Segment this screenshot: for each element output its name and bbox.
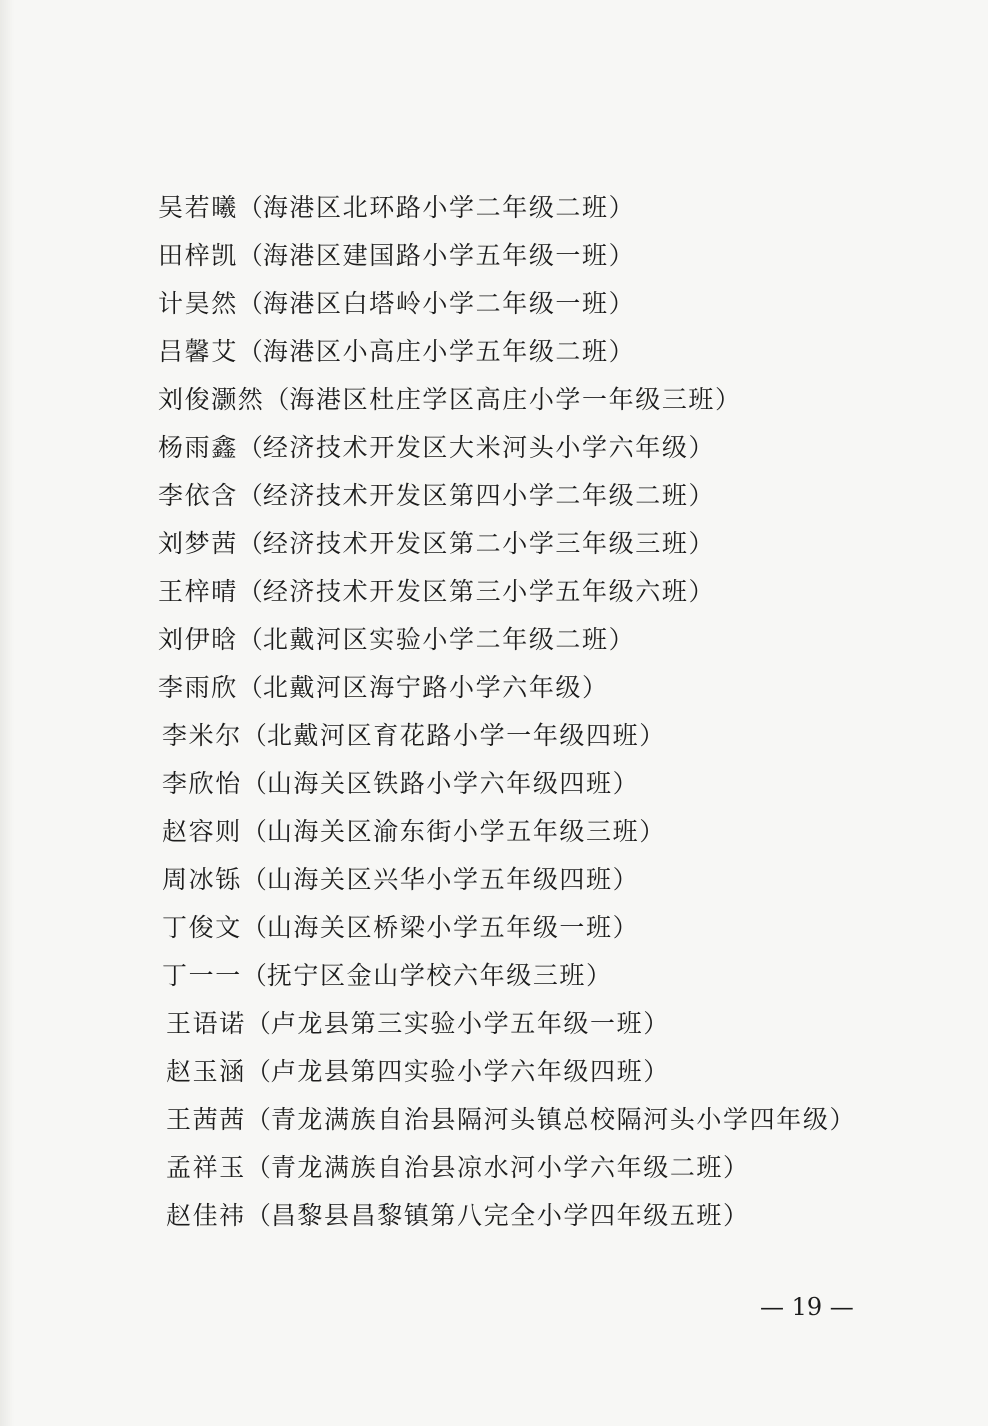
school-class: 经济技术开发区第四小学二年级二班 bbox=[262, 481, 689, 510]
school-class: 青龙满族自治县凉水河小学六年级二班 bbox=[270, 1153, 724, 1182]
student-name: 李雨欣 bbox=[158, 673, 238, 702]
school-class: 昌黎县昌黎镇第八完全小学四年级五班 bbox=[270, 1201, 724, 1230]
list-item: 李雨欣（北戴河区海宁路小学六年级） bbox=[158, 673, 608, 702]
student-name: 周冰铄 bbox=[162, 865, 242, 894]
list-item: 刘俊灏然（海港区杜庄学区高庄小学一年级三班） bbox=[158, 385, 741, 414]
list-item: 赵佳祎（昌黎县昌黎镇第八完全小学四年级五班） bbox=[166, 1201, 749, 1230]
student-name: 李欣怡 bbox=[162, 769, 242, 798]
school-class: 北戴河区实验小学二年级二班 bbox=[262, 625, 609, 654]
list-item: 吕馨艾（海港区小高庄小学五年级二班） bbox=[158, 337, 634, 366]
page-number: — 19 — bbox=[760, 1293, 854, 1321]
student-name: 计昊然 bbox=[158, 289, 238, 318]
list-item: 李依含（经济技术开发区第四小学二年级二班） bbox=[158, 481, 714, 510]
student-name: 刘伊晗 bbox=[158, 625, 238, 654]
list-item: 王梓晴（经济技术开发区第三小学五年级六班） bbox=[158, 577, 714, 606]
list-item: 周冰铄（山海关区兴华小学五年级四班） bbox=[162, 865, 638, 894]
list-item: 赵玉涵（卢龙县第四实验小学六年级四班） bbox=[166, 1057, 669, 1086]
list-item: 计昊然（海港区白塔岭小学二年级一班） bbox=[158, 289, 634, 318]
student-name: 赵佳祎 bbox=[166, 1201, 246, 1230]
school-class: 山海关区渝东街小学五年级三班 bbox=[266, 817, 640, 846]
student-name: 王梓晴 bbox=[158, 577, 238, 606]
list-item: 杨雨鑫（经济技术开发区大米河头小学六年级） bbox=[158, 433, 714, 462]
school-class: 抚宁区金山学校六年级三班 bbox=[266, 961, 587, 990]
school-class: 卢龙县第四实验小学六年级四班 bbox=[270, 1057, 644, 1086]
student-name: 吴若曦 bbox=[158, 193, 238, 222]
school-class: 卢龙县第三实验小学五年级一班 bbox=[270, 1009, 644, 1038]
student-name: 赵容则 bbox=[162, 817, 242, 846]
school-class: 北戴河区育花路小学一年级四班 bbox=[266, 721, 640, 750]
school-class: 海港区白塔岭小学二年级一班 bbox=[262, 289, 609, 318]
list-item: 孟祥玉（青龙满族自治县凉水河小学六年级二班） bbox=[166, 1153, 749, 1182]
list-item: 刘伊晗（北戴河区实验小学二年级二班） bbox=[158, 625, 634, 654]
school-class: 青龙满族自治县隔河头镇总校隔河头小学四年级 bbox=[270, 1105, 830, 1134]
student-name: 王语诺 bbox=[166, 1009, 246, 1038]
school-class: 经济技术开发区第二小学三年级三班 bbox=[262, 529, 689, 558]
student-name: 吕馨艾 bbox=[158, 337, 238, 366]
school-class: 海港区小高庄小学五年级二班 bbox=[262, 337, 609, 366]
list-item: 李米尔（北戴河区育花路小学一年级四班） bbox=[162, 721, 665, 750]
list-item: 吴若曦（海港区北环路小学二年级二班） bbox=[158, 193, 634, 222]
student-name: 田梓凯 bbox=[158, 241, 238, 270]
list-item: 刘梦茜（经济技术开发区第二小学三年级三班） bbox=[158, 529, 714, 558]
list-item: 田梓凯（海港区建国路小学五年级一班） bbox=[158, 241, 634, 270]
student-name: 李依含 bbox=[158, 481, 238, 510]
student-name: 杨雨鑫 bbox=[158, 433, 238, 462]
list-item: 王语诺（卢龙县第三实验小学五年级一班） bbox=[166, 1009, 669, 1038]
school-class: 山海关区桥梁小学五年级一班 bbox=[266, 913, 613, 942]
list-item: 王茜茜（青龙满族自治县隔河头镇总校隔河头小学四年级） bbox=[166, 1105, 855, 1134]
school-class: 经济技术开发区大米河头小学六年级 bbox=[262, 433, 689, 462]
list-item: 李欣怡（山海关区铁路小学六年级四班） bbox=[162, 769, 638, 798]
school-class: 海港区杜庄学区高庄小学一年级三班 bbox=[289, 385, 716, 414]
student-name: 孟祥玉 bbox=[166, 1153, 246, 1182]
school-class: 经济技术开发区第三小学五年级六班 bbox=[262, 577, 689, 606]
list-item: 赵容则（山海关区渝东街小学五年级三班） bbox=[162, 817, 665, 846]
student-name: 李米尔 bbox=[162, 721, 242, 750]
school-class: 北戴河区海宁路小学六年级 bbox=[262, 673, 583, 702]
school-class: 山海关区铁路小学六年级四班 bbox=[266, 769, 613, 798]
student-name: 赵玉涵 bbox=[166, 1057, 246, 1086]
student-name: 王茜茜 bbox=[166, 1105, 246, 1134]
student-name: 刘梦茜 bbox=[158, 529, 238, 558]
list-item: 丁俊文（山海关区桥梁小学五年级一班） bbox=[162, 913, 638, 942]
list-item: 丁一一（抚宁区金山学校六年级三班） bbox=[162, 961, 612, 990]
school-class: 海港区建国路小学五年级一班 bbox=[262, 241, 609, 270]
school-class: 山海关区兴华小学五年级四班 bbox=[266, 865, 613, 894]
student-name: 丁一一 bbox=[162, 961, 242, 990]
student-name: 刘俊灏然 bbox=[158, 385, 265, 414]
student-name: 丁俊文 bbox=[162, 913, 242, 942]
awardee-list bbox=[158, 184, 948, 1240]
school-class: 海港区北环路小学二年级二班 bbox=[262, 193, 609, 222]
scan-edge-shadow bbox=[0, 0, 14, 1426]
